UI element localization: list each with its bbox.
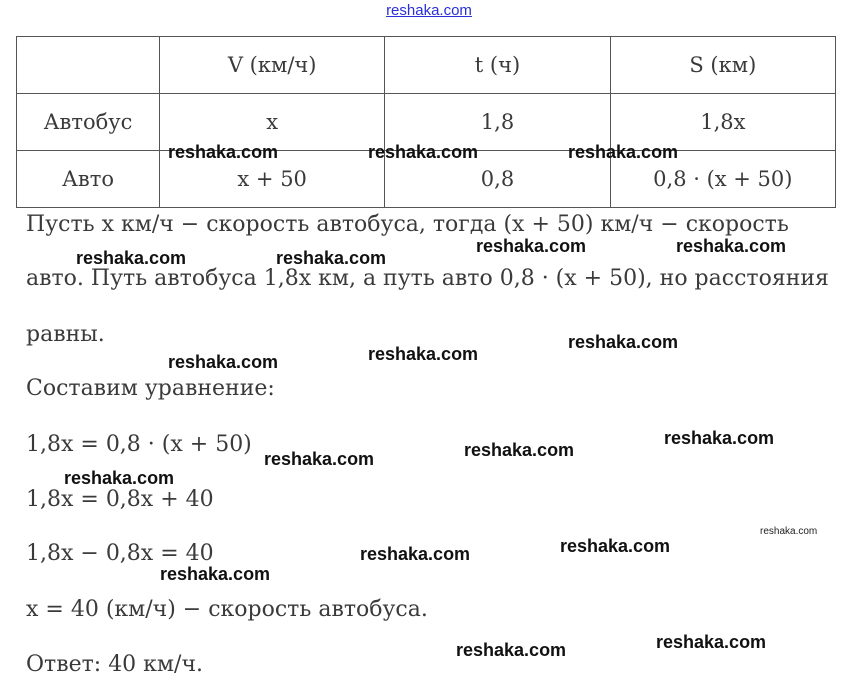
watermark: reshaka.com bbox=[264, 449, 375, 469]
speed-time-distance-table bbox=[16, 36, 836, 208]
answer-line: Ответ: 40 км/ч. bbox=[26, 652, 203, 677]
watermark: reshaka.com bbox=[168, 352, 279, 372]
table-cell: 0,8 bbox=[385, 151, 610, 208]
table-cell: x + 50 bbox=[160, 151, 385, 208]
watermark: reshaka.com bbox=[568, 332, 679, 352]
watermark: reshaka.com bbox=[676, 236, 787, 256]
watermark: reshaka.com bbox=[456, 640, 567, 660]
solution-line: Пусть x км/ч − скорость автобуса, тогда (x + 50) км/ч − скорость bbox=[26, 212, 789, 237]
table-header-cell: t (ч) bbox=[385, 37, 610, 94]
equation-line: 1,8x − 0,8x = 40 bbox=[26, 541, 214, 566]
watermark: reshaka.com bbox=[560, 536, 671, 556]
watermark: reshaka.com bbox=[568, 142, 679, 162]
solution-line: авто. Путь автобуса 1,8x км, а путь авто 0,8 · (x + 50), но расстояния bbox=[26, 266, 829, 291]
equation-line: 1,8x = 0,8 · (x + 50) bbox=[26, 432, 252, 457]
table-header-cell: V (км/ч) bbox=[160, 37, 385, 94]
table-cell: Автобус bbox=[17, 94, 160, 151]
solution-line: Составим уравнение: bbox=[26, 376, 275, 401]
watermark: reshaka.com bbox=[656, 632, 767, 652]
table-header-cell: S (км) bbox=[610, 37, 835, 94]
watermark: reshaka.com bbox=[476, 236, 587, 256]
watermark: reshaka.com bbox=[664, 428, 775, 448]
table-cell: x bbox=[160, 94, 385, 151]
watermark: reshaka.com bbox=[368, 142, 479, 162]
table-header-row bbox=[17, 37, 836, 94]
equation-line: 1,8x = 0,8x + 40 bbox=[26, 487, 214, 512]
watermark: reshaka.com bbox=[760, 526, 818, 537]
watermark: reshaka.com bbox=[76, 248, 187, 268]
table-cell: Авто bbox=[17, 151, 160, 208]
watermark: reshaka.com bbox=[64, 468, 175, 488]
watermark: reshaka.com bbox=[360, 544, 471, 564]
table-cell: 1,8x bbox=[610, 94, 835, 151]
watermark: reshaka.com bbox=[160, 564, 271, 584]
solution-line: x = 40 (км/ч) − скорость автобуса. bbox=[26, 597, 428, 622]
solution-line: равны. bbox=[26, 322, 105, 347]
watermark: reshaka.com bbox=[276, 248, 387, 268]
table-cell: 0,8 · (x + 50) bbox=[610, 151, 835, 208]
table-header-cell bbox=[17, 37, 160, 94]
watermark: reshaka.com bbox=[464, 440, 575, 460]
site-link[interactable]: reshaka.com bbox=[386, 2, 472, 19]
watermark: reshaka.com bbox=[368, 344, 479, 364]
watermark: reshaka.com bbox=[168, 142, 279, 162]
table-cell: 1,8 bbox=[385, 94, 610, 151]
